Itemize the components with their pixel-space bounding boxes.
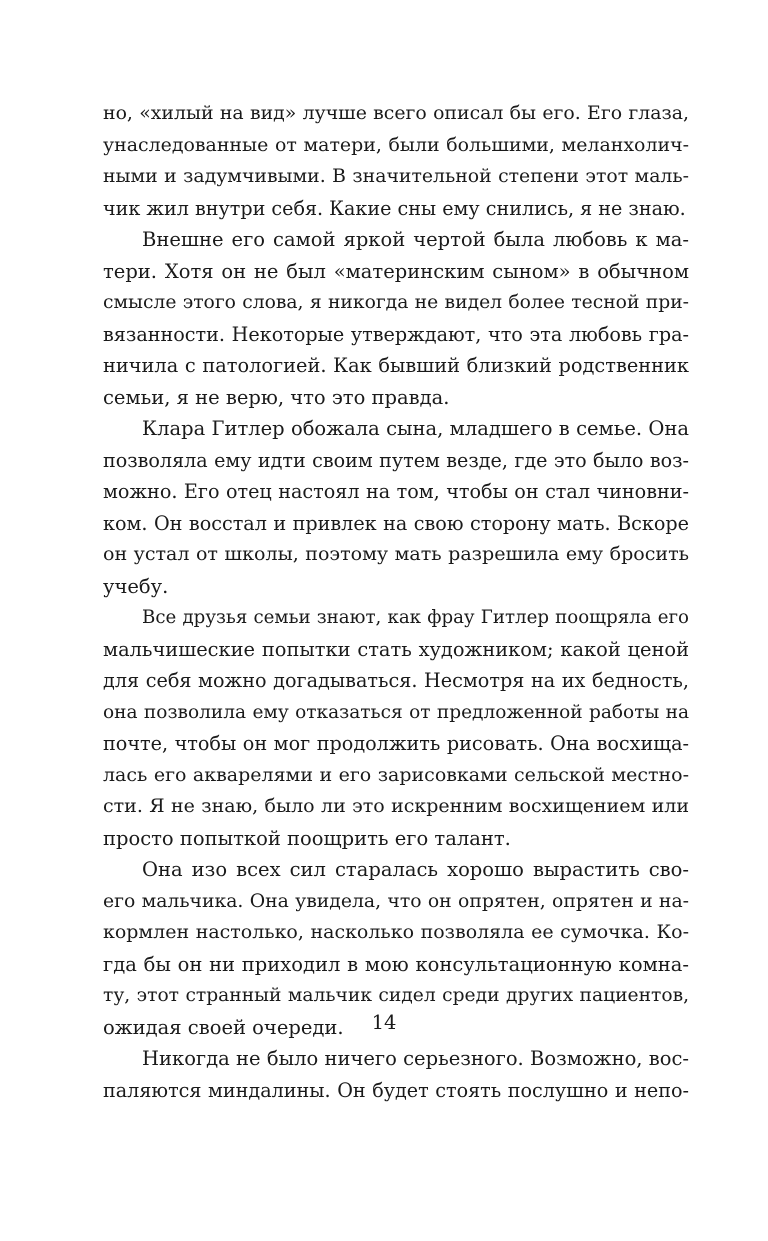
text-line: лась его акварелями и его зарисовками сельской местно- — [103, 763, 689, 786]
text-line: он устал от школы, поэтому мать разрешила ему бросить — [103, 543, 689, 565]
text-line: семьи, я не верю, что это правда. — [103, 385, 450, 409]
text-line: сти. Я не знаю, было ли это искренним восхищением или — [103, 795, 689, 817]
text-line: почте, чтобы он мог продолжить рисовать. Она восхища- — [103, 732, 689, 755]
text-line: гда бы он ни приходил в мою консультационную комна- — [103, 952, 689, 976]
text-line: Внешне его самой яркой чертой была любовь к ма- — [142, 228, 689, 251]
text-line: его мальчика. Она увидела, что он опрятен, опрятен и на- — [103, 890, 689, 912]
text-line: Все друзья семьи знают, как фрау Гитлер поощряла его — [142, 607, 689, 628]
text-line: Никогда не было ничего серьезного. Возможно, вос- — [142, 1047, 689, 1070]
text-line: для себя можно догадываться. Несмотря на их бедность, — [103, 669, 689, 692]
text-line: мальчишеские попытки стать художником; какой ценой — [103, 637, 689, 661]
text-line: ту, этот странный мальчик сидел среди других пациентов, — [103, 985, 689, 1006]
page-text — [103, 98, 689, 1106]
text-line: она позволила ему отказаться от предложенной работы на — [103, 701, 689, 723]
text-line: ожидая своей очереди. — [103, 1015, 344, 1039]
text-line: чик жил внутри себя. Какие сны ему снились, я не знаю. — [103, 196, 686, 220]
text-line: вязанности. Некоторые утверждают, что эта любовь гра- — [103, 322, 689, 346]
text-line: паляются миндалины. Он будет стоять послушно и непо- — [103, 1078, 689, 1102]
text-line: смысле этого слова, я никогда не видел более тесной при- — [103, 292, 689, 313]
text-line: учебу. — [103, 574, 169, 598]
page-number: 14 — [371, 1011, 397, 1034]
text-line: ком. Он восстал и привлек на свою сторону мать. Вскоре — [103, 511, 689, 535]
text-line: позволяла ему идти своим путем везде, где это было воз- — [103, 448, 689, 472]
text-line: кормлен настолько, насколько позволяла ее сумочка. Ко- — [103, 921, 689, 943]
text-line: но, «хилый на вид» лучше всего описал бы его. Его глаза, — [103, 102, 689, 124]
text-line: ными и задумчивыми. В значительной степени этот маль- — [103, 166, 689, 187]
text-line: унаследованные от матери, были большими, меланхолич- — [103, 133, 689, 156]
text-line: Она изо всех сил старалась хорошо вырастить сво- — [142, 858, 689, 881]
text-line: ничила с патологией. Как бывший близкий родственник — [103, 354, 689, 377]
text-line: Клара Гитлер обожала сына, младшего в семье. Она — [142, 417, 689, 440]
text-line: тери. Хотя он не был «материнским сыном» в обычном — [103, 259, 689, 283]
text-line: просто попыткой поощрить его талант. — [103, 826, 511, 850]
text-line: можно. Его отец настоял на том, чтобы он стал чиновни- — [103, 480, 689, 503]
